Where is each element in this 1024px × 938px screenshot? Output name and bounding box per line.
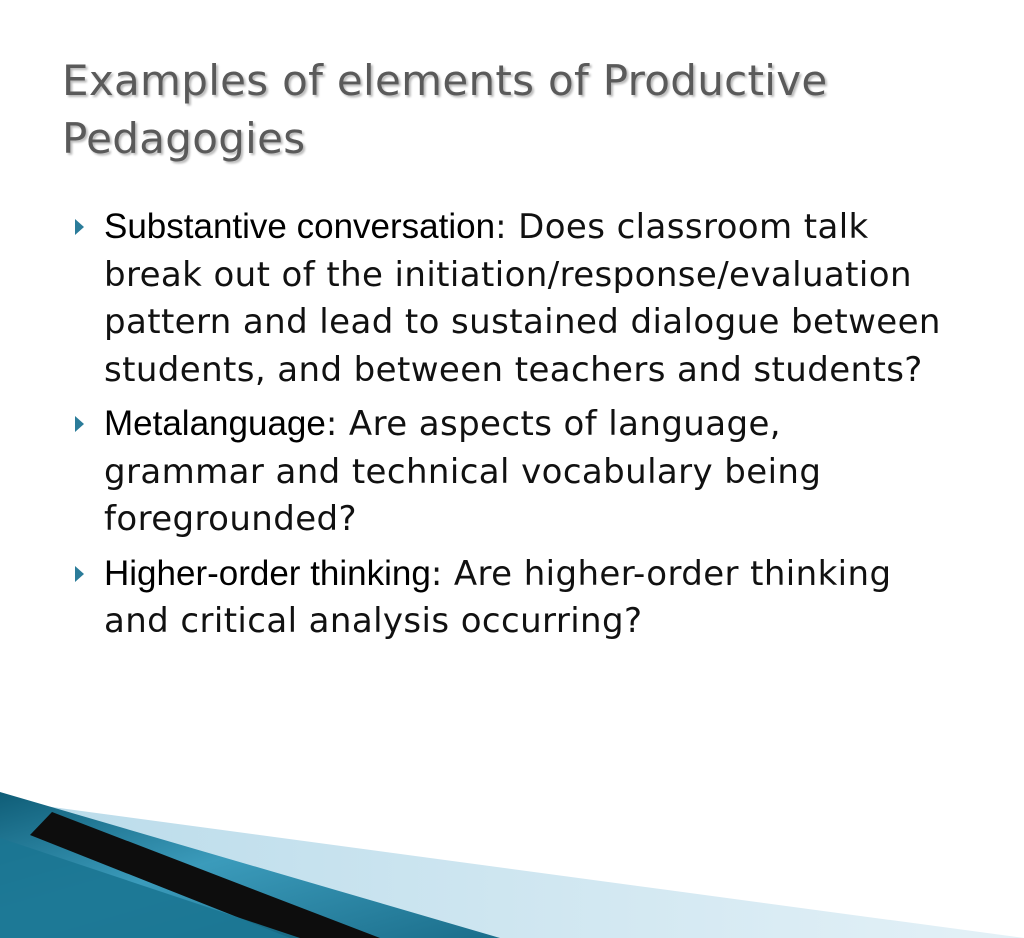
bullet-list <box>72 203 952 652</box>
triangle-right-icon <box>75 219 84 235</box>
bullet-term: Substantive conversation <box>104 207 496 246</box>
bullet-item-metalanguage <box>72 400 952 544</box>
bullet-text: : Are aspects of language, grammar and technical vocabulary being foregrounded? <box>104 404 822 539</box>
bullet-text: : Are higher-order thinking and critical analysis occurring? <box>104 553 892 641</box>
triangle-right-icon <box>75 566 84 582</box>
bullet-item-higher-order-thinking <box>72 550 952 646</box>
bullet-term: Metalanguage <box>104 404 326 443</box>
bullet-item-substantive-conversation <box>72 203 952 394</box>
slide-title: Examples of elements of Productive Pedagogies <box>62 56 828 163</box>
bullet-term: Higher-order thinking <box>104 553 431 593</box>
triangle-right-icon <box>75 416 84 432</box>
bullet-text: : Does classroom talk break out of the initiation/response/evaluation pattern and lead to sustained dialogue between students, and between teachers and students? <box>104 207 941 390</box>
